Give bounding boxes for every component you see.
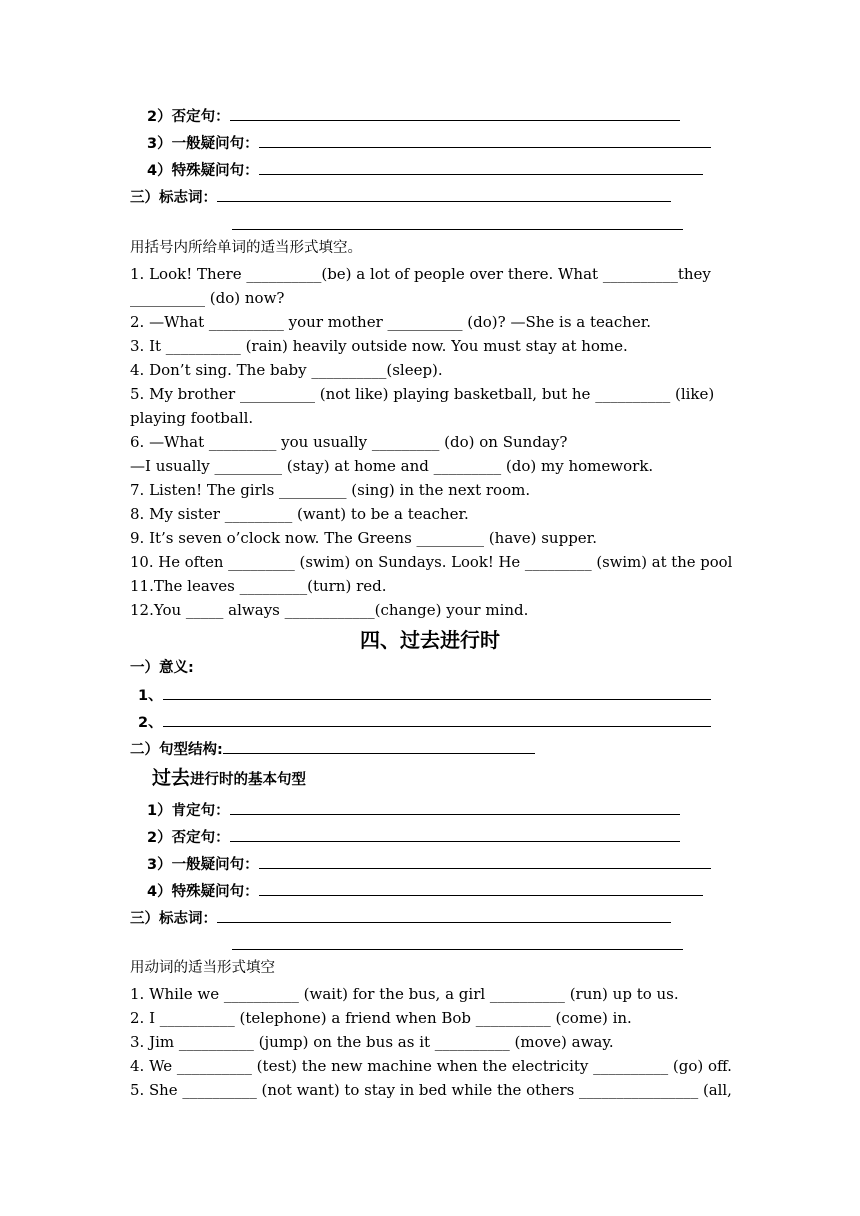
general-question-label: 3）一般疑问句： [147,136,259,152]
structure-label: 二）句型结构: [130,742,223,758]
pos-label: 1）肯定句： [147,803,230,819]
section-heading: 四、过去进行时 [360,628,500,652]
meaning-item-label: 1、 [138,688,163,704]
special-question-label: 4）特殊疑问句： [147,884,259,900]
exercise-line: 4. We __________ (test) the new machine when the electricity __________ (go) off. [130,1057,732,1075]
exercise-line: 10. He often _________ (swim) on Sundays. Look! He _________ (swim) at the pool [130,553,733,571]
answer-blank[interactable] [217,187,671,202]
answer-blank[interactable] [163,685,711,700]
exercise-line: 2. —What __________ your mother __________ (do)? —She is a teacher. [130,313,652,331]
answer-blank[interactable] [230,800,680,815]
exercise-title: 用括号内所给单词的适当形式填空。 [130,240,362,256]
structure-row [130,739,535,760]
answer-blank[interactable] [232,229,683,230]
answer-blank[interactable] [259,133,711,148]
signal-words-row [130,187,671,208]
exercise-line: 5. My brother __________ (not like) playing basketball, but he __________ (like) [130,385,715,403]
exercise-line: 1. While we __________ (wait) for the bus, a girl __________ (run) up to us. [130,985,679,1003]
neg-sentence-row [147,106,680,127]
signal-words-label: 三）标志词： [130,190,217,206]
exercise-line: 2. I __________ (telephone) a friend when Bob __________ (come) in. [130,1009,632,1027]
exercise-line: 7. Listen! The girls _________ (sing) in the next room. [130,481,531,499]
special-question-label: 4）特殊疑问句： [147,163,259,179]
exercise-line: 12.You _____ always ____________(change) your mind. [130,601,529,619]
meaning-item-label: 2、 [138,715,163,731]
answer-blank[interactable] [232,949,683,950]
exercise-line: 3. Jim __________ (jump) on the bus as it __________ (move) away. [130,1033,614,1051]
general-question-row [147,133,711,154]
basic-pattern-rest: 进行时的基本句型 [190,772,307,788]
exercise-line: 8. My sister _________ (want) to be a teacher. [130,505,469,523]
meaning-row-1 [138,685,711,706]
basic-pattern-big: 过去 [152,767,191,789]
special-question-row [147,881,703,902]
exercise-line: __________ (do) now? [130,289,285,307]
exercise-title: 用动词的适当形式填空 [130,960,275,976]
meaning-label: 一）意义: [130,660,194,676]
signal-words-label: 三）标志词： [130,911,217,927]
signal-words-row [130,908,671,929]
basic-pattern-title [152,766,306,792]
exercise-line: 6. —What _________ you usually _________ (do) on Sunday? [130,433,568,451]
exercise-line: 1. Look! There __________(be) a lot of people over there. What __________they [130,265,711,283]
answer-blank[interactable] [163,712,711,727]
special-question-row [147,160,703,181]
exercise-line: 4. Don’t sing. The baby __________(sleep). [130,361,443,379]
answer-blank[interactable] [259,160,703,175]
neg-sentence-row [147,827,680,848]
general-question-row [147,854,711,875]
answer-blank[interactable] [223,739,535,754]
exercise-line: 9. It’s seven o’clock now. The Greens _________ (have) supper. [130,529,597,547]
answer-blank[interactable] [259,881,703,896]
exercise-line: playing football. [130,409,254,427]
general-question-label: 3）一般疑问句： [147,857,259,873]
answer-blank[interactable] [230,106,680,121]
exercise-line: 3. It __________ (rain) heavily outside now. You must stay at home. [130,337,628,355]
answer-blank[interactable] [230,827,680,842]
exercise-line: —I usually _________ (stay) at home and _________ (do) my homework. [130,457,654,475]
answer-blank[interactable] [259,854,711,869]
exercise-line: 11.The leaves _________(turn) red. [130,577,387,595]
answer-blank[interactable] [217,908,671,923]
pos-sentence-row [147,800,680,821]
neg-label: 2）否定句： [147,830,230,846]
meaning-row-2 [138,712,711,733]
neg-label: 2）否定句： [147,109,230,125]
exercise-line: 5. She __________ (not want) to stay in bed while the others ________________ (all, [130,1081,732,1099]
